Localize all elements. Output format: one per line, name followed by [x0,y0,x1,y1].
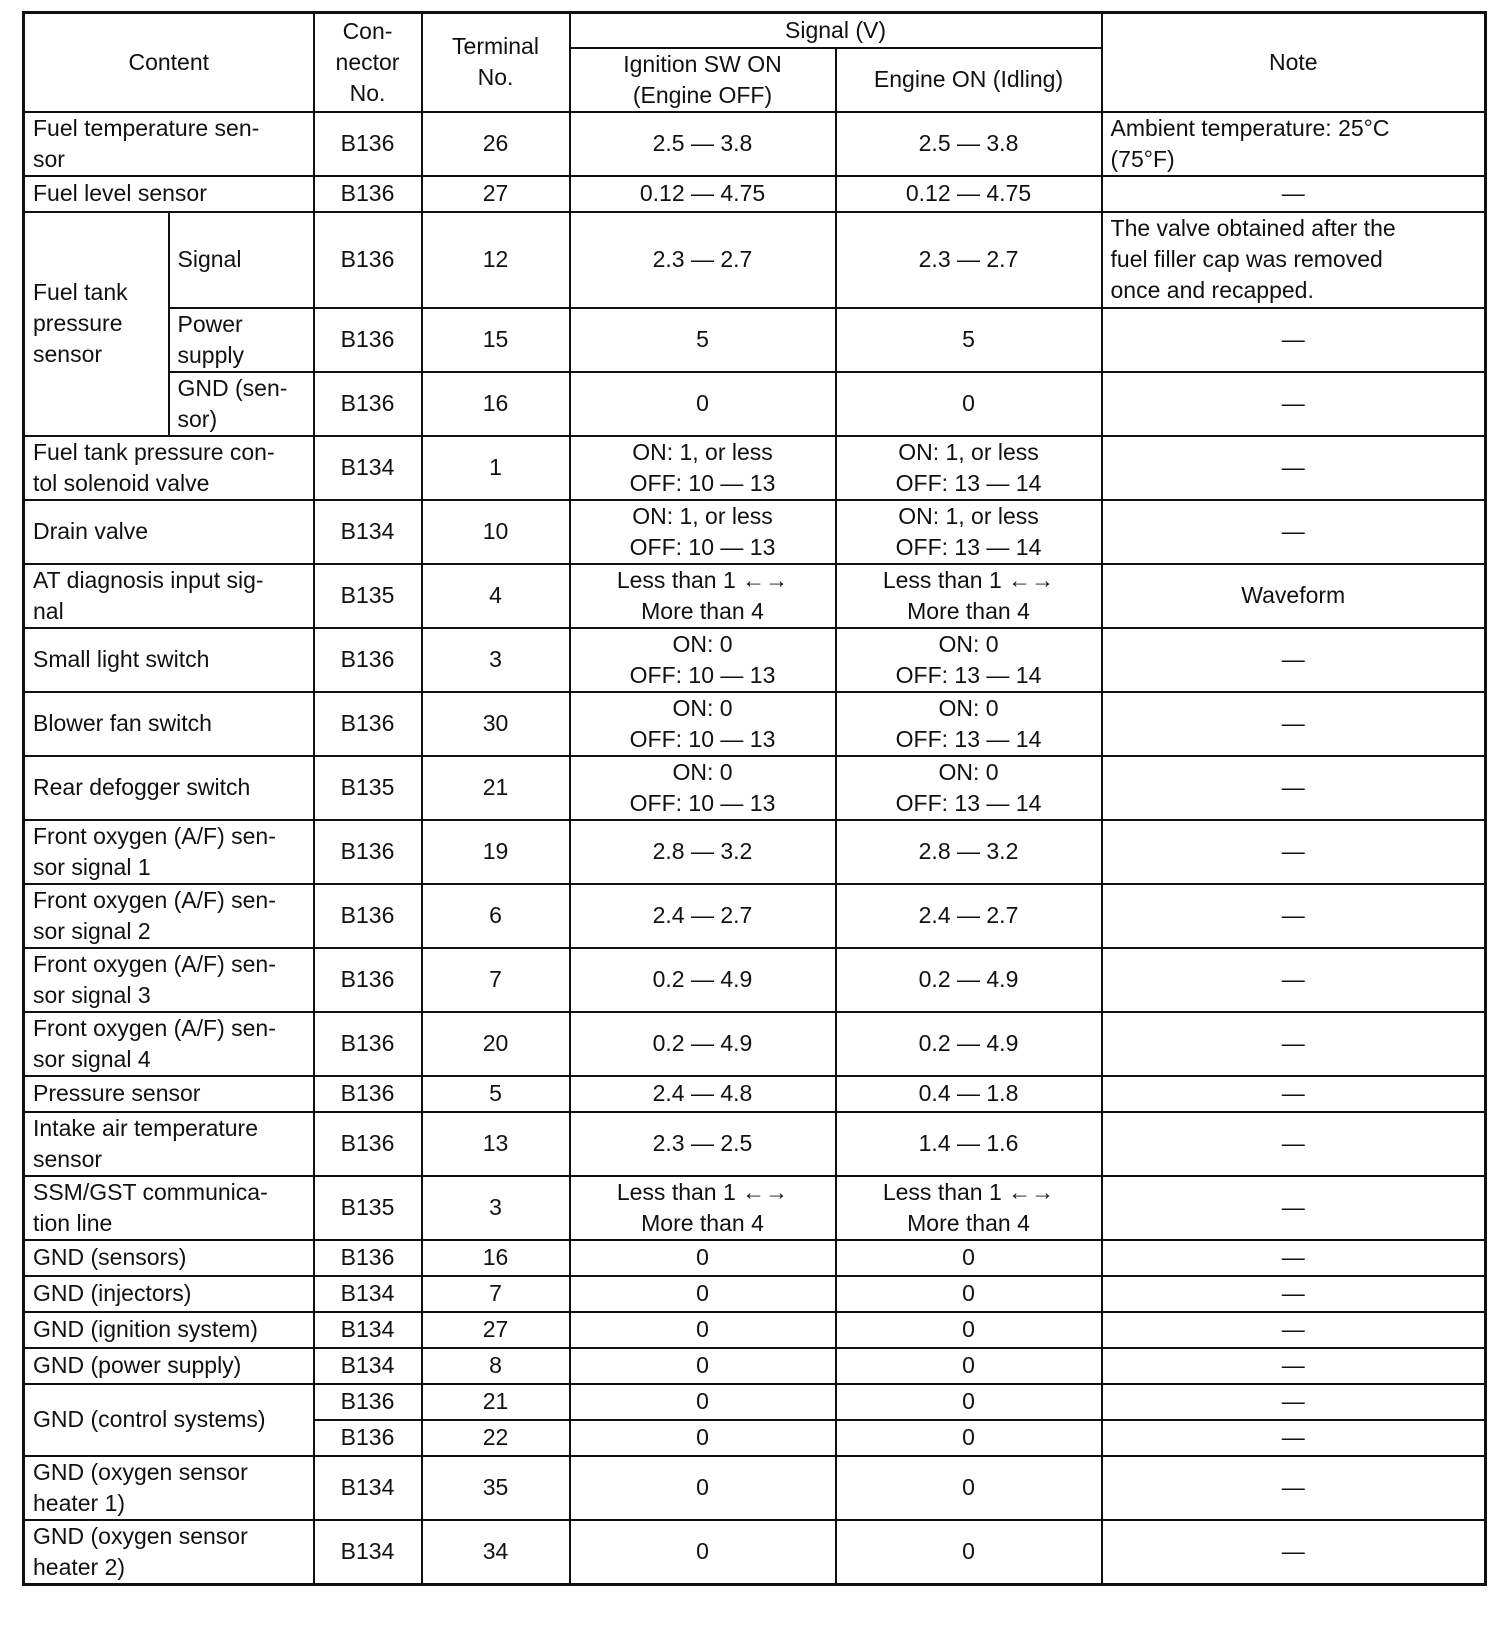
cell-terminal: 21 [422,1384,570,1420]
cell-terminal: 3 [422,628,570,692]
cell-terminal: 10 [422,500,570,564]
cell-terminal: 27 [422,1312,570,1348]
cell-ignition-on: 0 [570,1520,836,1585]
cell-content: Rear defogger switch [24,756,314,820]
cell-engine-on: 0 [836,1384,1102,1420]
cell-connector: B134 [314,1456,422,1520]
table-row [24,308,1486,372]
cell-note: — [1102,884,1486,948]
cell-content: Front oxygen (A/F) sen- sor signal 2 [24,884,314,948]
cell-note: — [1102,1420,1486,1456]
cell-note: — [1102,1276,1486,1312]
cell-ignition-on: 0.2 — 4.9 [570,948,836,1012]
cell-content: Fuel level sensor [24,176,314,212]
header-engine-on: Engine ON (Idling) [836,48,1102,112]
cell-connector: B134 [314,1348,422,1384]
cell-ignition-on: 0 [570,1276,836,1312]
cell-terminal: 20 [422,1012,570,1076]
cell-note: — [1102,1076,1486,1112]
cell-ignition-on: 0 [570,1312,836,1348]
table-row [24,1076,1486,1112]
cell-engine-on: 2.5 — 3.8 [836,112,1102,176]
cell-note: — [1102,756,1486,820]
cell-connector: B135 [314,756,422,820]
cell-terminal: 13 [422,1112,570,1176]
cell-connector: B135 [314,564,422,628]
table-row [24,1276,1486,1312]
cell-connector: B136 [314,1420,422,1456]
cell-connector: B136 [314,948,422,1012]
cell-terminal: 35 [422,1456,570,1520]
cell-ignition-on: 2.4 — 4.8 [570,1076,836,1112]
cell-engine-on: 0.2 — 4.9 [836,1012,1102,1076]
cell-content: Fuel tank pressure con- tol solenoid valve [24,436,314,500]
table-row [24,1112,1486,1176]
header-ignition-on: Ignition SW ON (Engine OFF) [570,48,836,112]
cell-connector: B136 [314,112,422,176]
cell-terminal: 7 [422,948,570,1012]
table-row [24,1312,1486,1348]
cell-note: Ambient temperature: 25°C (75°F) [1102,112,1486,176]
cell-note: The valve obtained after the fuel filler cap was removed once and recapped. [1102,212,1486,308]
cell-connector: B136 [314,628,422,692]
header-connector: Con- nector No. [314,13,422,112]
cell-terminal: 8 [422,1348,570,1384]
table-row [24,1384,1486,1420]
cell-ignition-on: ON: 0 OFF: 10 — 13 [570,628,836,692]
cell-terminal: 21 [422,756,570,820]
cell-content: GND (injectors) [24,1276,314,1312]
table-row [24,1348,1486,1384]
cell-content: Front oxygen (A/F) sen- sor signal 1 [24,820,314,884]
cell-content: GND (sensors) [24,1240,314,1276]
cell-ignition-on: 0 [570,1420,836,1456]
cell-ignition-on: 0.12 — 4.75 [570,176,836,212]
cell-engine-on: 0 [836,1240,1102,1276]
cell-ignition-on: 0.2 — 4.9 [570,1012,836,1076]
cell-note: — [1102,1176,1486,1240]
cell-engine-on: 2.8 — 3.2 [836,820,1102,884]
cell-connector: B136 [314,176,422,212]
table-row [24,1456,1486,1520]
cell-engine-on: ON: 0 OFF: 13 — 14 [836,692,1102,756]
cell-note: — [1102,692,1486,756]
cell-note: — [1102,1520,1486,1585]
cell-note: Waveform [1102,564,1486,628]
table-row [24,948,1486,1012]
cell-connector: B136 [314,308,422,372]
cell-terminal: 6 [422,884,570,948]
cell-note: — [1102,436,1486,500]
cell-connector: B134 [314,500,422,564]
cell-terminal: 4 [422,564,570,628]
header-signal: Signal (V) [570,13,1102,48]
cell-terminal: 1 [422,436,570,500]
cell-ignition-on: 2.8 — 3.2 [570,820,836,884]
cell-terminal: 15 [422,308,570,372]
cell-connector: B136 [314,884,422,948]
cell-engine-on: 0.2 — 4.9 [836,948,1102,1012]
table-row [24,1240,1486,1276]
cell-ignition-on: 2.4 — 2.7 [570,884,836,948]
cell-content: GND (oxygen sensor heater 2) [24,1520,314,1585]
cell-engine-on: 0 [836,1276,1102,1312]
cell-ignition-on: 5 [570,308,836,372]
table-row [24,1012,1486,1076]
cell-engine-on: 0.12 — 4.75 [836,176,1102,212]
cell-terminal: 26 [422,112,570,176]
cell-content: Front oxygen (A/F) sen- sor signal 3 [24,948,314,1012]
table-row [24,176,1486,212]
cell-connector: B136 [314,1076,422,1112]
cell-ignition-on: 0 [570,372,836,436]
header-content: Content [24,13,314,112]
cell-content: GND (ignition system) [24,1312,314,1348]
signal-table-sheet [22,11,1484,1586]
cell-content: Pressure sensor [24,1076,314,1112]
cell-ignition-on: ON: 0 OFF: 10 — 13 [570,692,836,756]
cell-engine-on: 2.4 — 2.7 [836,884,1102,948]
cell-engine-on: 5 [836,308,1102,372]
cell-ignition-on: Less than 1 ←→ More than 4 [570,1176,836,1240]
cell-ignition-on: Less than 1 ←→ More than 4 [570,564,836,628]
cell-connector: B135 [314,1176,422,1240]
cell-content: GND (oxygen sensor heater 1) [24,1456,314,1520]
header-note: Note [1102,13,1486,112]
cell-terminal: 34 [422,1520,570,1585]
cell-engine-on: ON: 1, or less OFF: 13 — 14 [836,500,1102,564]
table-row [24,436,1486,500]
cell-engine-on: 0 [836,1456,1102,1520]
cell-subcontent: GND (sen- sor) [169,372,314,436]
cell-engine-on: Less than 1 ←→ More than 4 [836,1176,1102,1240]
cell-connector: B136 [314,1240,422,1276]
cell-content: Fuel temperature sen- sor [24,112,314,176]
cell-ignition-on: 0 [570,1348,836,1384]
cell-note: — [1102,1112,1486,1176]
cell-engine-on: 0 [836,1348,1102,1384]
cell-note: — [1102,948,1486,1012]
cell-terminal: 19 [422,820,570,884]
cell-ignition-on: 0 [570,1456,836,1520]
cell-ignition-on: 0 [570,1384,836,1420]
table-row [24,884,1486,948]
cell-subcontent: Signal [169,212,314,308]
cell-ignition-on: 2.3 — 2.5 [570,1112,836,1176]
cell-terminal: 30 [422,692,570,756]
cell-content: SSM/GST communica- tion line [24,1176,314,1240]
cell-content: Drain valve [24,500,314,564]
cell-note: — [1102,176,1486,212]
cell-note: — [1102,1312,1486,1348]
cell-connector: B134 [314,1312,422,1348]
cell-ignition-on: ON: 1, or less OFF: 10 — 13 [570,500,836,564]
cell-engine-on: 0 [836,372,1102,436]
cell-content: AT diagnosis input sig- nal [24,564,314,628]
cell-note: — [1102,372,1486,436]
table-row [24,212,1486,308]
cell-terminal: 22 [422,1420,570,1456]
cell-connector: B134 [314,436,422,500]
cell-engine-on: 0.4 — 1.8 [836,1076,1102,1112]
cell-terminal: 16 [422,1240,570,1276]
cell-ignition-on: ON: 1, or less OFF: 10 — 13 [570,436,836,500]
cell-engine-on: ON: 1, or less OFF: 13 — 14 [836,436,1102,500]
cell-note: — [1102,628,1486,692]
cell-content: Blower fan switch [24,692,314,756]
cell-group-fuel-tank-pressure-sensor: Fuel tank pressure sensor [24,212,169,436]
cell-engine-on: ON: 0 OFF: 13 — 14 [836,628,1102,692]
cell-engine-on: 0 [836,1520,1102,1585]
cell-note: — [1102,1240,1486,1276]
table-row [24,112,1486,176]
cell-content: Intake air temperature sensor [24,1112,314,1176]
cell-connector: B136 [314,372,422,436]
cell-connector: B136 [314,1012,422,1076]
cell-subcontent: Power supply [169,308,314,372]
cell-ignition-on: 2.5 — 3.8 [570,112,836,176]
cell-engine-on: 1.4 — 1.6 [836,1112,1102,1176]
cell-connector: B136 [314,820,422,884]
cell-engine-on: 2.3 — 2.7 [836,212,1102,308]
table-row [24,756,1486,820]
cell-content: GND (power supply) [24,1348,314,1384]
cell-note: — [1102,308,1486,372]
cell-note: — [1102,500,1486,564]
cell-content: Small light switch [24,628,314,692]
header-row-1 [24,13,1486,48]
cell-content: Front oxygen (A/F) sen- sor signal 4 [24,1012,314,1076]
table-row [24,1520,1486,1585]
cell-connector: B136 [314,1384,422,1420]
cell-note: — [1102,820,1486,884]
cell-terminal: 3 [422,1176,570,1240]
cell-connector: B136 [314,692,422,756]
cell-ignition-on: ON: 0 OFF: 10 — 13 [570,756,836,820]
cell-connector: B136 [314,1112,422,1176]
cell-note: — [1102,1456,1486,1520]
cell-connector: B134 [314,1276,422,1312]
cell-engine-on: Less than 1 ←→ More than 4 [836,564,1102,628]
cell-note: — [1102,1012,1486,1076]
cell-engine-on: 0 [836,1312,1102,1348]
cell-terminal: 5 [422,1076,570,1112]
cell-terminal: 16 [422,372,570,436]
table-row [24,372,1486,436]
cell-ignition-on: 0 [570,1240,836,1276]
header-terminal: Terminal No. [422,13,570,112]
table-row [24,628,1486,692]
cell-ignition-on: 2.3 — 2.7 [570,212,836,308]
cell-note: — [1102,1384,1486,1420]
cell-terminal: 7 [422,1276,570,1312]
cell-note: — [1102,1348,1486,1384]
cell-terminal: 27 [422,176,570,212]
ecm-signal-table [22,11,1487,1586]
table-row [24,500,1486,564]
cell-connector: B134 [314,1520,422,1585]
cell-connector: B136 [314,212,422,308]
cell-terminal: 12 [422,212,570,308]
table-row [24,692,1486,756]
table-row [24,820,1486,884]
table-row [24,564,1486,628]
table-row [24,1176,1486,1240]
cell-engine-on: ON: 0 OFF: 13 — 14 [836,756,1102,820]
cell-engine-on: 0 [836,1420,1102,1456]
cell-group-control-systems: GND (control systems) [24,1384,314,1456]
